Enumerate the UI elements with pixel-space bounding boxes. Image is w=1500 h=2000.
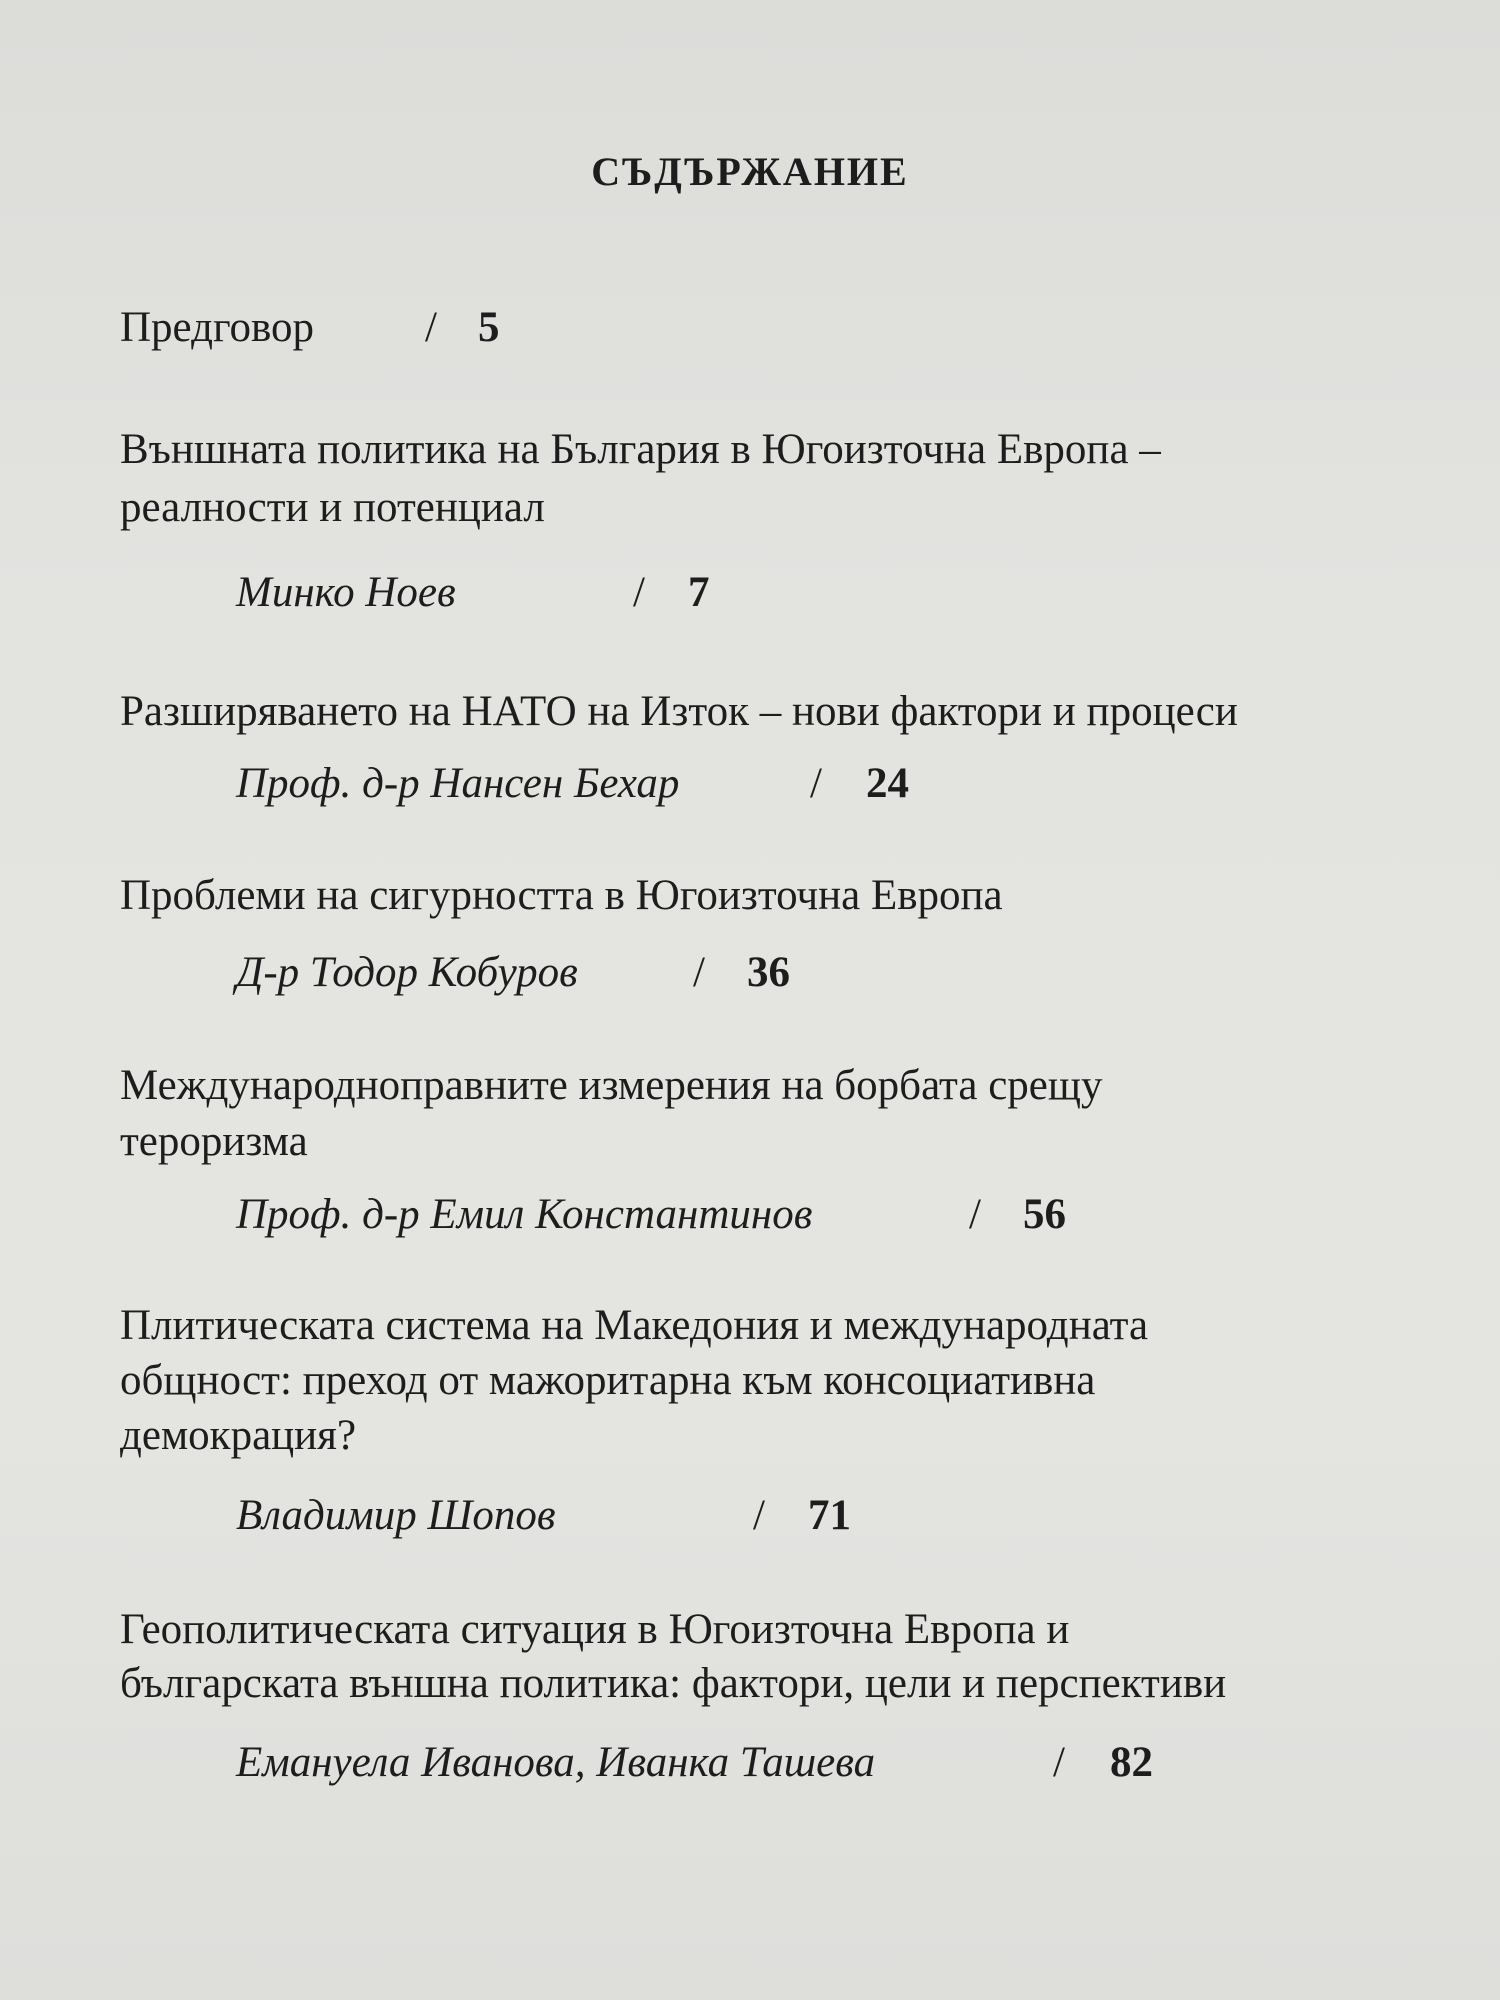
page-separator: / [753, 1492, 765, 1539]
entry-title-line: Плитическата система на Македония и международната [120, 1302, 1149, 1349]
page-number: 5 [478, 304, 500, 351]
entry-author: Проф. д-р Нансен Бехар [236, 760, 680, 807]
entry-title-line: общност: преход от мажоритарна към консоциативна [120, 1357, 1096, 1404]
entry-title-line: Външната политика на България в Югоизточна Европа – [120, 426, 1161, 473]
page-number: 82 [1110, 1739, 1153, 1786]
page-title: СЪДЪРЖАНИЕ [591, 149, 909, 194]
entry-title-line: реалности и потенциал [120, 484, 545, 531]
page-separator: / [810, 760, 822, 807]
page-separator: / [425, 304, 437, 351]
page-separator: / [969, 1191, 981, 1238]
page-number: 24 [866, 760, 909, 807]
entry-author: Владимир Шопов [236, 1492, 556, 1539]
page-number: 71 [808, 1492, 851, 1539]
entry-author: Д-р Тодор Кобуров [236, 949, 578, 996]
entry-title-line: българската външна политика: фактори, цели и перспективи [120, 1660, 1227, 1707]
entry-author: Проф. д-р Емил Константинов [236, 1191, 813, 1238]
page-number: 7 [688, 569, 710, 616]
entry-author: Минко Ноев [236, 569, 456, 616]
entry-title-line: тероризма [120, 1118, 308, 1165]
page-number: 36 [747, 949, 790, 996]
entry-title-line: Разширяването на НАТО на Изток – нови фактори и процеси [120, 688, 1238, 735]
entry-title: Предговор [120, 304, 315, 351]
entry-title-line: Геополитическата ситуация в Югоизточна Европа и [120, 1606, 1070, 1653]
page-separator: / [633, 569, 645, 616]
entry-title-line: Международноправните измерения на борбата срещу [120, 1062, 1103, 1109]
page-separator: / [1053, 1739, 1065, 1786]
page-separator: / [693, 949, 705, 996]
entry-title-line: Проблеми на сигурността в Югоизточна Европа [120, 872, 1003, 919]
entry-title-line: демокрация? [120, 1412, 357, 1459]
page-number: 56 [1023, 1191, 1066, 1238]
entry-author: Емануела Иванова, Иванка Ташева [236, 1739, 876, 1786]
